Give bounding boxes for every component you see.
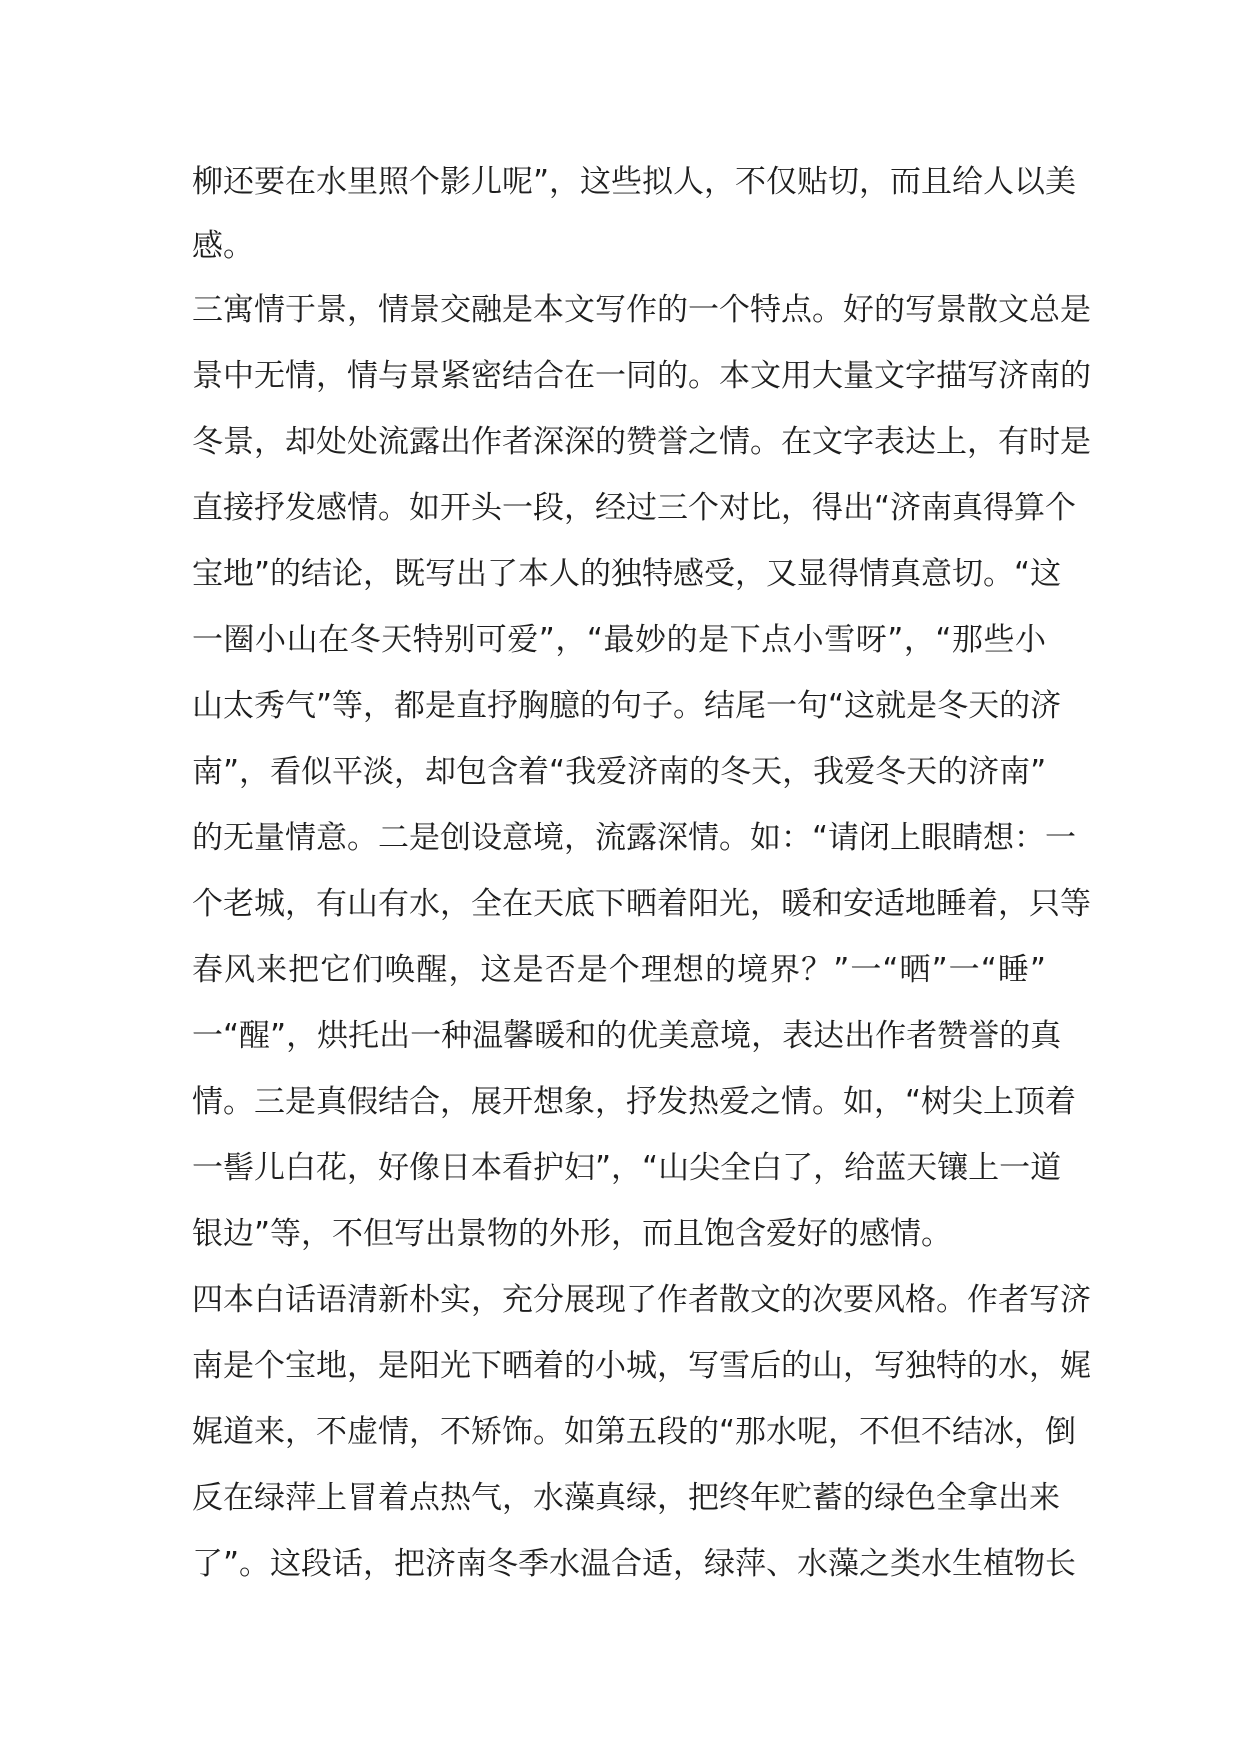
text-line: 直接抒发感情。如开头一段，经过三个对比，得出“济南真得算个 <box>192 490 1077 526</box>
text-line: 感。 <box>192 228 254 264</box>
text-line: 一圈小山在冬天特别可爱”，“最妙的是下点小雪呀”，“那些小 <box>192 622 1046 658</box>
text-line: 冬景，却处处流露出作者深深的赞誉之情。在文字表达上，有时是 <box>192 424 1091 460</box>
text-line: 一髻儿白花，好像日本看护妇”，“山尖全白了，给蓝天镶上一道 <box>192 1150 1062 1186</box>
text-line: 景中无情，情与景紧密结合在一同的。本文用大量文字描写济南的 <box>192 358 1091 394</box>
text-line: 个老城，有山有水，全在天底下晒着阳光，暖和安适地睡着，只等 <box>192 886 1091 922</box>
text-line: 反在绿萍上冒着点热气，水藻真绿，把终年贮蓄的绿色全拿出来 <box>192 1480 1060 1516</box>
text-line: 宝地”的结论，既写出了本人的独特感受，又显得情真意切。“这 <box>192 556 1062 592</box>
text-line: 南是个宝地，是阳光下晒着的小城，写雪后的山，写独特的水，娓 <box>192 1348 1091 1384</box>
text-line: 了”。这段话，把济南冬季水温合适，绿萍、水藻之类水生植物长 <box>192 1546 1077 1582</box>
text-line: 四本白话语清新朴实，充分展现了作者散文的次要风格。作者写济 <box>192 1282 1091 1318</box>
text-line: 娓道来，不虚情，不矫饰。如第五段的“那水呢，不但不结冰，倒 <box>192 1414 1077 1450</box>
text-line: 银边”等，不但写出景物的外形，而且饱含爱好的感情。 <box>192 1216 953 1252</box>
text-line: 的无量情意。二是创设意境，流露深情。如：“请闭上眼睛想：一 <box>192 820 1077 856</box>
text-line: 柳还要在水里照个影儿呢”，这些拟人，不仅贴切，而且给人以美 <box>192 164 1077 200</box>
text-line: 南”，看似平淡，却包含着“我爱济南的冬天，我爱冬天的济南” <box>192 754 1047 790</box>
text-line: 三寓情于景，情景交融是本文写作的一个特点。好的写景散文总是 <box>192 292 1091 328</box>
text-line: 一“醒”，烘托出一种温馨暖和的优美意境，表达出作者赞誉的真 <box>192 1018 1062 1054</box>
text-line: 情。三是真假结合，展开想象，抒发热爱之情。如，“树尖上顶着 <box>192 1084 1077 1120</box>
text-line: 山太秀气”等，都是直抒胸臆的句子。结尾一句“这就是冬天的济 <box>192 688 1062 724</box>
text-line: 春风来把它们唤醒，这是否是个理想的境界？”一“晒”一“睡” <box>192 952 1046 988</box>
